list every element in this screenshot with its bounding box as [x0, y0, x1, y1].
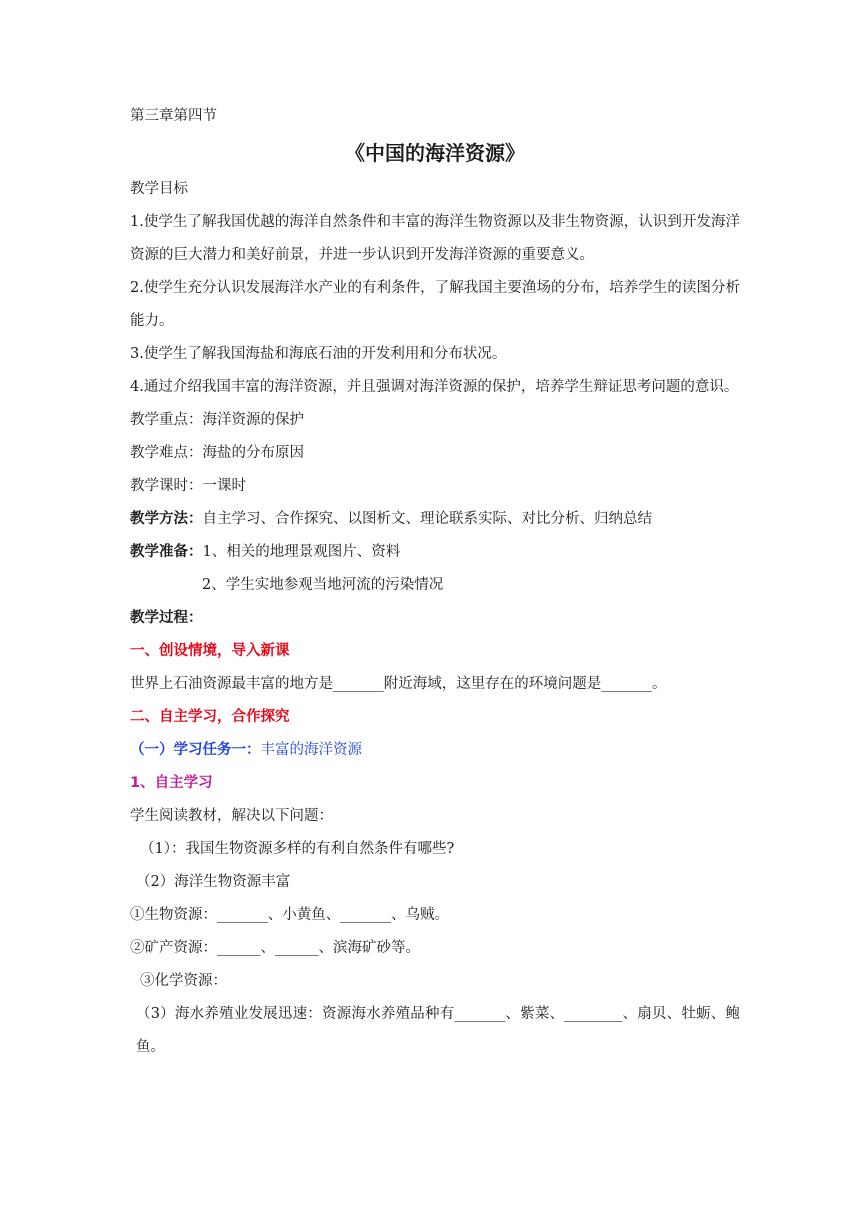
task-label: （一）学习任务一：: [130, 742, 261, 758]
chemical-resources: ③化学资源：: [140, 973, 227, 989]
teaching-method: [130, 503, 740, 536]
subsection-heading: 1、自主学习: [130, 775, 213, 791]
process-label: 教学过程：: [130, 610, 203, 626]
question-2: （2）海洋生物资源丰富: [136, 874, 291, 890]
document-page: [130, 100, 740, 1064]
objective-item-3: 3.使学生了解我国海盐和海底石油的开发利用和分布状况。: [130, 346, 507, 362]
method-label: 教学方法：: [130, 511, 203, 527]
difficulty: 教学难点：海盐的分布原因: [130, 445, 304, 461]
section2-heading: 二、自主学习，合作探究: [130, 709, 290, 725]
task-heading: [130, 734, 740, 767]
objective-item-4: 4.通过介绍我国丰富的海洋资源，并且强调对海洋资源的保护，培养学生辩证思考问题的意识。: [130, 379, 739, 395]
key-point: 教学重点：海洋资源的保护: [130, 412, 304, 428]
chapter-label: 第三章第四节: [130, 108, 217, 124]
task-title: 丰富的海洋资源: [260, 742, 362, 758]
section1-heading: 一、创设情境，导入新课: [130, 643, 290, 659]
mineral-resources: ②矿产资源：______、______、滨海矿砂等。: [130, 940, 420, 956]
section1-text: 世界上石油资源最丰富的地方是_______附近海域，这里存在的环境问题是_______。: [130, 676, 667, 692]
reading-intro: 学生阅读教材，解决以下问题：: [130, 808, 333, 824]
teaching-preparation: [130, 536, 740, 569]
page-title: 《中国的海洋资源》: [345, 141, 525, 165]
objective-item-2: 2.使学生充分认识发展海洋水产业的有利条件，了解我国主要渔场的分布，培养学生的读图分析能力。: [130, 280, 740, 329]
objectives-heading: 教学目标: [130, 181, 188, 197]
teaching-hours: 教学课时：一课时: [130, 478, 246, 494]
method-value: 自主学习、合作探究、以图析文、理论联系实际、对比分析、归纳总结: [202, 511, 652, 527]
preparation-item-2: 2、学生实地参观当地河流的污染情况: [202, 577, 444, 593]
objective-item-1: 1.使学生了解我国优越的海洋自然条件和丰富的海洋生物资源以及非生物资源，认识到开发海洋资源的巨大潜力和美好前景，并进一步认识到开发海洋资源的重要意义。: [130, 214, 740, 263]
question-1: （1）：我国生物资源多样的有利自然条件有哪些?: [140, 841, 455, 857]
bio-resources: ①生物资源：_______、小黄鱼、_______、乌贼。: [130, 907, 449, 923]
question-3: （3）海水养殖业发展迅速：资源海水养殖品种有_______、紫菜、________、扇贝、牡蛎、鲍鱼。: [136, 1006, 740, 1055]
preparation-item-1: 1、相关的地理景观图片、资料: [202, 544, 401, 560]
preparation-label: 教学准备：: [130, 544, 203, 560]
